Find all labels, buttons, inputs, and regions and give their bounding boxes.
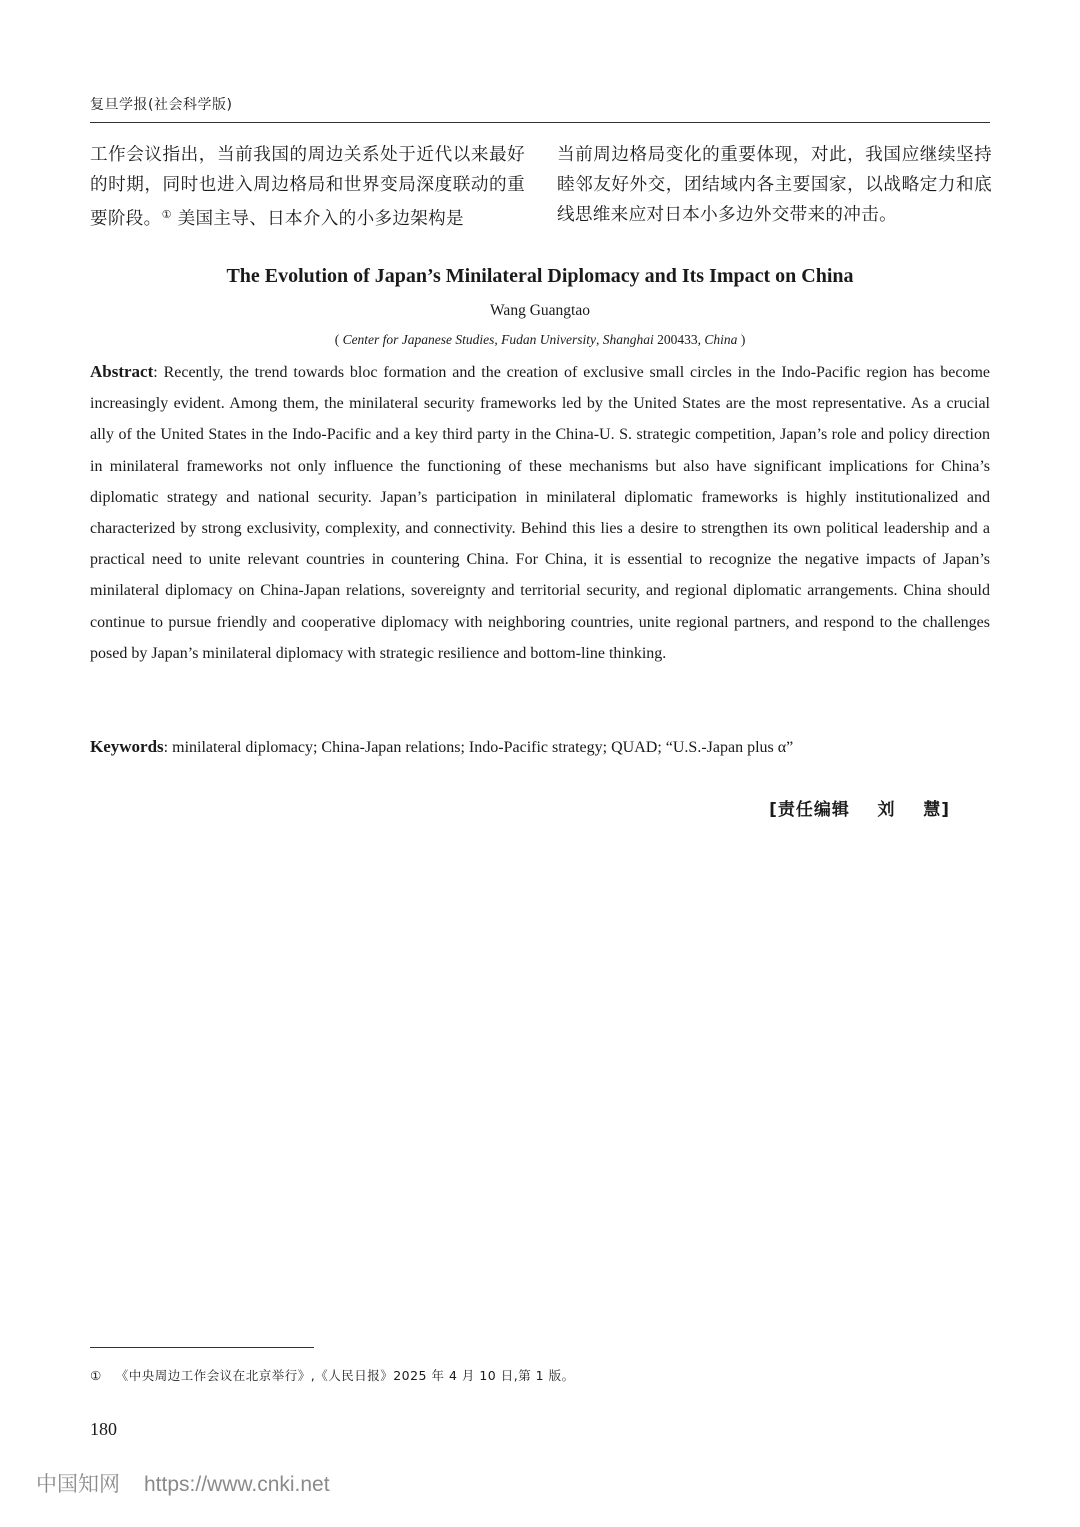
page-number: 180	[90, 1419, 117, 1439]
author-affiliation	[90, 332, 990, 348]
abstract-label: Abstract	[90, 362, 154, 381]
watermark	[36, 1468, 330, 1498]
affil-center: Center for Japanese Studies	[342, 332, 495, 347]
affil-close: )	[737, 332, 746, 347]
affil-city: Shanghai	[602, 332, 654, 347]
affil-country: China	[704, 332, 738, 347]
affil-sep2: ,	[596, 332, 603, 347]
abstract-text: Recently, the trend towards bloc formation and the creation of exclusive small circles in the Indo-Pacific region has become increasingly evident. Among them, the minilateral security frameworks led by the United States are the most representative. As a crucial ally of the United States in the Indo-Pacific and a key third party in the China-U. S. strategic competition, Japan’s role and policy direction in minilateral frameworks not only influence the functioning of these mechanisms but also have significant implications for China’s diplomatic strategy and national security. Japan’s participation in minilateral diplomatic frameworks is highly institutionalized and characterized by strong exclusivity, complexity, and connectivity. Behind this lies a desire to strengthen its own political leadership and a practical need to unite relevant countries in countering China. For China, it is essential to recognize the negative impacts of Japan’s minilateral diplomacy on China-Japan relations, sovereignty and territorial security, and regional diplomatic arrangements. China should continue to pursue friendly and cooperative diplomacy with neighboring countries, unite regional partners, and respond to the challenges posed by Japan’s minilateral diplomacy with strategic resilience and bottom-line thinking.	[90, 364, 990, 662]
affil-university: Fudan University	[501, 332, 597, 347]
body-column-right	[557, 140, 992, 230]
keywords	[90, 731, 990, 763]
keywords-sep: :	[163, 739, 173, 756]
article-title: The Evolution of Japan’s Minilateral Diplomacy and Its Impact on China	[226, 265, 854, 287]
footnote-text: 《中央周边工作会议在北京举行》,《人民日报》2025 年 4 月 10 日,第 1 版。	[115, 1368, 575, 1383]
footnote	[90, 1366, 575, 1384]
header-rule	[90, 122, 990, 123]
affil-open: (	[334, 332, 343, 347]
watermark-site[interactable]: https://www.cnki.net	[144, 1473, 330, 1496]
running-head: 复旦学报(社会科学版)	[90, 97, 233, 113]
affil-sep1: ,	[494, 332, 502, 347]
body-right-text: 当前周边格局变化的重要体现，对此，我国应继续坚持睦邻友好外交，团结域内各主要国家，以战略定力和底线思维来应对日本小多边外交带来的冲击。	[557, 145, 992, 225]
author-name: Wang Guangtao	[490, 302, 590, 319]
keywords-label: Keywords	[90, 737, 164, 756]
responsible-editor: [责任编辑 刘 慧]	[769, 800, 950, 820]
body-left-text: 工作会议指出，当前我国的周边关系处于近代以来最好的时期，同时也进入周边格局和世界变局深度联动的重要阶段。	[90, 145, 525, 229]
footnote-mark: ①	[90, 1368, 102, 1383]
body-left-text-cont: 美国主导、日本介入的小多边架构是	[171, 209, 464, 229]
footnote-ref[interactable]: ①	[161, 208, 172, 221]
keywords-text: minilateral diplomacy; China-Japan relations; Indo-Pacific strategy; QUAD; “U.S.-Japan plus α”	[172, 739, 794, 756]
footnote-rule	[90, 1347, 314, 1348]
watermark-brand: 中国知网	[36, 1472, 120, 1496]
affil-postcode: 200433,	[653, 332, 705, 347]
abstract	[90, 356, 990, 669]
body-column-left	[90, 140, 525, 234]
abstract-sep: :	[153, 364, 164, 381]
